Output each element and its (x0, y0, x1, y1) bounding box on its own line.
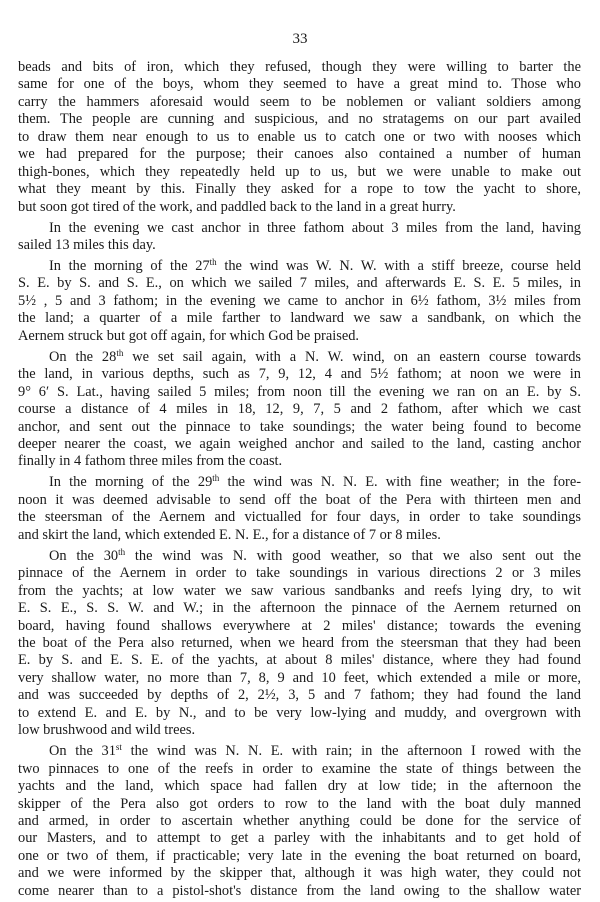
text-line: the steersman of the Aernem and victualled for four days, in order to take soundings (18, 509, 581, 526)
ordinal-suffix: st (115, 742, 122, 753)
text-line: same for one of the boys, whom they seemed to have a great mind to. Those who (18, 76, 581, 93)
text-line: them. The people are cunning and suspicious, and no stratagems on our part availed (18, 111, 581, 128)
paragraph (18, 59, 581, 216)
paragraph (18, 548, 581, 740)
text-line: course a distance of 4 miles in 18, 12, 9, 7, 5 and 2 fathom, after which we cast (18, 401, 581, 418)
text-line: yachts and the land, which space had fallen dry at low tide; in the afternoon the (18, 778, 581, 795)
text-line: from the yachts; at low water we saw various sandbanks and reefs lying dry, to wit (18, 582, 581, 599)
paragraph (18, 474, 581, 544)
text-line: Aernem struck but got off again, for which God be praised. (18, 327, 360, 344)
text-line: In the morning of the 27th the wind was W. N. W. with a stiff breeze, course held (49, 257, 582, 274)
body-text (18, 59, 581, 900)
paragraph (18, 258, 581, 345)
text-line: but soon got tired of the work, and paddled back to the land in a great hurry. (18, 198, 456, 215)
text-line: pinnace of the Aernem in order to take soundings in various directions 2 or 3 miles (18, 565, 581, 582)
text-line: In the morning of the 29th the wind was N. N. E. with fine weather; in the fore- (49, 473, 581, 491)
text-line: and we were informed by the skipper that, although it was high water, they could not (18, 865, 581, 882)
paragraph (18, 220, 581, 255)
text-line: beads and bits of iron, which they refused, though they were willing to barter the (18, 59, 581, 75)
text-line: E. S. E., S. S. W. and W.; in the afternoon the pinnace of the Aernem returned on (18, 600, 581, 617)
text-line: and armed, in order to ascertain whether anything could be done for the service of (18, 812, 581, 829)
text-line: the land; a quarter of a mile farther to landward we saw a sandbank, on which the (18, 310, 581, 327)
text-line: and skirt the land, which extended E. N. E., for a distance of 7 or 8 miles. (18, 526, 441, 543)
text-line: deeper nearer the coast, we again weighed anchor and sailed to the land, casting anchor (18, 435, 581, 452)
text-line: On the 28th we set sail again, with a N. W. wind, on an eastern course towards (49, 347, 581, 365)
text-line: sailed 13 miles this day. (18, 236, 156, 253)
text-line: the boat of the Pera also returned, when we heard from the steersman that they had been (18, 634, 581, 651)
paragraph (18, 349, 581, 471)
text-line: low brushwood and wild trees. (18, 722, 196, 739)
ordinal-suffix: th (212, 473, 220, 484)
text-line: noon it was deemed advisable to send off the boat of the Pera with thirteen men and (18, 491, 581, 508)
text-line: On the 30th the wind was N. with good weather, so that we also sent out the (49, 546, 581, 564)
text-line: we had prepared for the purpose; their canoes also contained a number of human (18, 146, 581, 163)
text-line: skipper of the Pera also got orders to row to the land with the boat duly manned (18, 795, 581, 812)
text-line: one or two of them, if practicable; very late in the evening the boat returned on board, (18, 847, 581, 864)
text-line: to draw them near enough to us to enable us to catch one or two with nooses which (18, 128, 581, 145)
text-line: finally in 4 fathom three miles from the coast. (18, 453, 283, 470)
text-line: very shallow water, no more than 7, 8, 9 and 10 feet, which extended a mile or more, (18, 669, 581, 686)
text-line: to extend E. and E. by N., and to be very low-lying and muddy, and overgrown with (18, 704, 581, 721)
text-line: two pinnaces to one of the reefs in order to examine the state of things between the (18, 760, 581, 777)
ordinal-suffix: th (209, 257, 217, 267)
ordinal-suffix: th (116, 347, 124, 358)
text-line: our Masters, and to attempt to get a parley with the inhabitants and to get hold of (18, 830, 581, 847)
text-line: On the 31st the wind was N. N. E. with rain; in the afternoon I rowed with the (49, 742, 581, 760)
paragraph (18, 743, 581, 900)
text-line: 9° 6′ S. Lat., having sailed 5 miles; from noon till the evening we ran on an E. by S. (18, 383, 581, 400)
text-line: board, having found shallows everywhere at 2 miles' distance; towards the evening (18, 617, 581, 634)
text-line: thigh-bones, which they repeatedly held up to us, but we were unable to make out (18, 163, 581, 180)
text-line: carry the hammers aforesaid would seem to be noblemen or valiant soldiers among (18, 93, 581, 110)
ordinal-suffix: th (118, 546, 126, 557)
text-line: the land, in various depths, such as 7, 9, 12, 4 and 5½ fathom; at noon we were in (18, 366, 581, 383)
text-line: come nearer than to a pistol-shot's distance from the land owing to the shallow water (18, 882, 581, 899)
text-line: In the evening we cast anchor in three fathom about 3 miles from the land, having (49, 219, 581, 236)
text-line: E. by S. and E. S. E. of the yachts, at about 8 miles' distance, where they had found (18, 652, 581, 669)
text-line: 5½ , 5 and 3 fathom; in the evening we came to anchor in 6½ fathom, 3½ miles from (18, 292, 581, 309)
text-line: what they meant by this. Finally they asked for a rope to tow the yacht to shore, (18, 181, 581, 198)
text-line: and was succeeded by depths of 2, 2½, 3, 5 and 7 fathom; they had found the land (18, 687, 581, 704)
text-line: anchor, and sent out the pinnace to take soundings; the water being found to become (18, 418, 581, 435)
page-number: 33 (292, 31, 308, 47)
text-line: S. E. by S. and S. E., on which we sailed 7 miles, and afterwards E. S. E. 5 miles, in (18, 275, 581, 292)
